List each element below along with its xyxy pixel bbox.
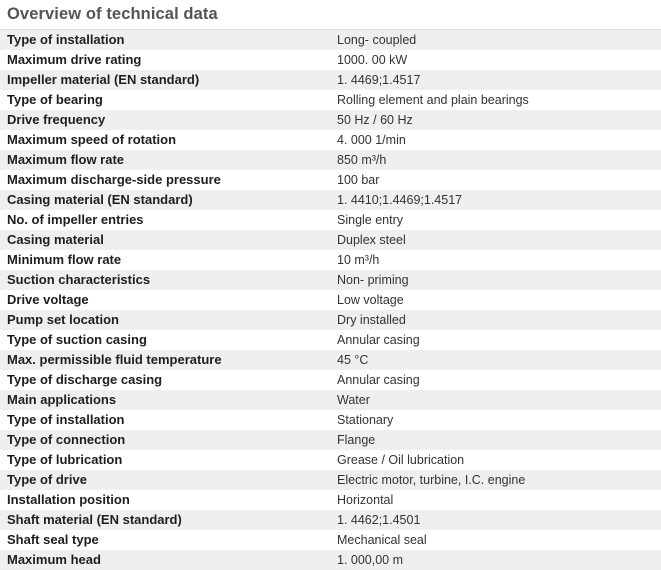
row-value: Water <box>337 393 370 407</box>
technical-data-table <box>0 30 661 570</box>
row-label: Type of connection <box>7 432 126 447</box>
table-row <box>0 410 661 430</box>
row-value: Annular casing <box>337 333 420 347</box>
table-row <box>0 130 661 150</box>
row-label: Pump set location <box>7 312 119 327</box>
row-label: Drive voltage <box>7 292 89 307</box>
row-label: No. of impeller entries <box>7 212 144 227</box>
row-label: Maximum drive rating <box>7 52 142 67</box>
table-row <box>0 170 661 190</box>
row-label: Drive frequency <box>7 112 106 127</box>
row-label: Casing material (EN standard) <box>7 192 193 207</box>
row-label: Type of drive <box>7 472 87 487</box>
row-label: Maximum discharge-side pressure <box>7 172 221 187</box>
row-label: Type of installation <box>7 412 125 427</box>
row-label: Maximum flow rate <box>7 152 125 167</box>
row-value: 1. 000,00 m <box>337 553 404 567</box>
row-label: Shaft seal type <box>7 532 99 547</box>
section-header <box>0 0 661 30</box>
row-label: Type of bearing <box>7 92 103 107</box>
row-value: Single entry <box>337 213 404 227</box>
table-row <box>0 270 661 290</box>
row-value: Mechanical seal <box>337 533 427 547</box>
row-value: Annular casing <box>337 373 420 387</box>
table-row <box>0 550 661 570</box>
table-row <box>0 30 661 50</box>
row-value: Non- priming <box>337 273 409 287</box>
row-label: Max. permissible fluid temperature <box>7 352 222 367</box>
table-row <box>0 210 661 230</box>
table-row <box>0 90 661 110</box>
row-value: 1. 4462;1.4501 <box>337 513 421 527</box>
row-label: Maximum head <box>7 552 101 567</box>
table-row <box>0 470 661 490</box>
table-row <box>0 430 661 450</box>
table-row <box>0 230 661 250</box>
table-row <box>0 70 661 90</box>
row-value: Flange <box>337 433 376 447</box>
table-row <box>0 390 661 410</box>
row-value: 10 m³/h <box>337 253 380 267</box>
table-row <box>0 350 661 370</box>
table-row <box>0 370 661 390</box>
table-row <box>0 510 661 530</box>
row-value: 1000. 00 kW <box>337 53 408 67</box>
table-row <box>0 290 661 310</box>
table-row <box>0 190 661 210</box>
row-label: Type of lubrication <box>7 452 123 467</box>
row-value: 4. 000 1/min <box>337 133 406 147</box>
table-row <box>0 450 661 470</box>
row-value: Long- coupled <box>337 33 417 47</box>
table-row <box>0 330 661 350</box>
row-label: Minimum flow rate <box>7 252 122 267</box>
row-value: Grease / Oil lubrication <box>337 453 465 467</box>
row-label: Main applications <box>7 392 117 407</box>
row-label: Type of discharge casing <box>7 372 163 387</box>
table-row <box>0 310 661 330</box>
row-value: Duplex steel <box>337 233 406 247</box>
row-value: Low voltage <box>337 293 404 307</box>
row-value: 1. 4410;1.4469;1.4517 <box>337 193 463 207</box>
row-value: Rolling element and plain bearings <box>337 93 529 107</box>
table-row <box>0 530 661 550</box>
page-title: Overview of technical data <box>7 5 218 23</box>
row-value: Stationary <box>337 413 394 427</box>
row-value: Horizontal <box>337 493 394 507</box>
table-row <box>0 110 661 130</box>
row-value: 1. 4469;1.4517 <box>337 73 421 87</box>
row-label: Type of installation <box>7 32 125 47</box>
row-label: Shaft material (EN standard) <box>7 512 182 527</box>
row-value: 100 bar <box>337 173 380 187</box>
table-row <box>0 150 661 170</box>
row-value: Dry installed <box>337 313 406 327</box>
row-value: 45 °C <box>337 353 369 367</box>
row-label: Type of suction casing <box>7 332 147 347</box>
table-row <box>0 490 661 510</box>
table-row <box>0 250 661 270</box>
row-label: Installation position <box>7 492 130 507</box>
table-row <box>0 50 661 70</box>
row-label: Casing material <box>7 232 104 247</box>
row-label: Impeller material (EN standard) <box>7 72 200 87</box>
row-label: Suction characteristics <box>7 272 151 287</box>
row-value: 50 Hz / 60 Hz <box>337 113 413 127</box>
row-value: 850 m³/h <box>337 153 387 167</box>
row-value: Electric motor, turbine, I.C. engine <box>337 473 526 487</box>
row-label: Maximum speed of rotation <box>7 132 177 147</box>
